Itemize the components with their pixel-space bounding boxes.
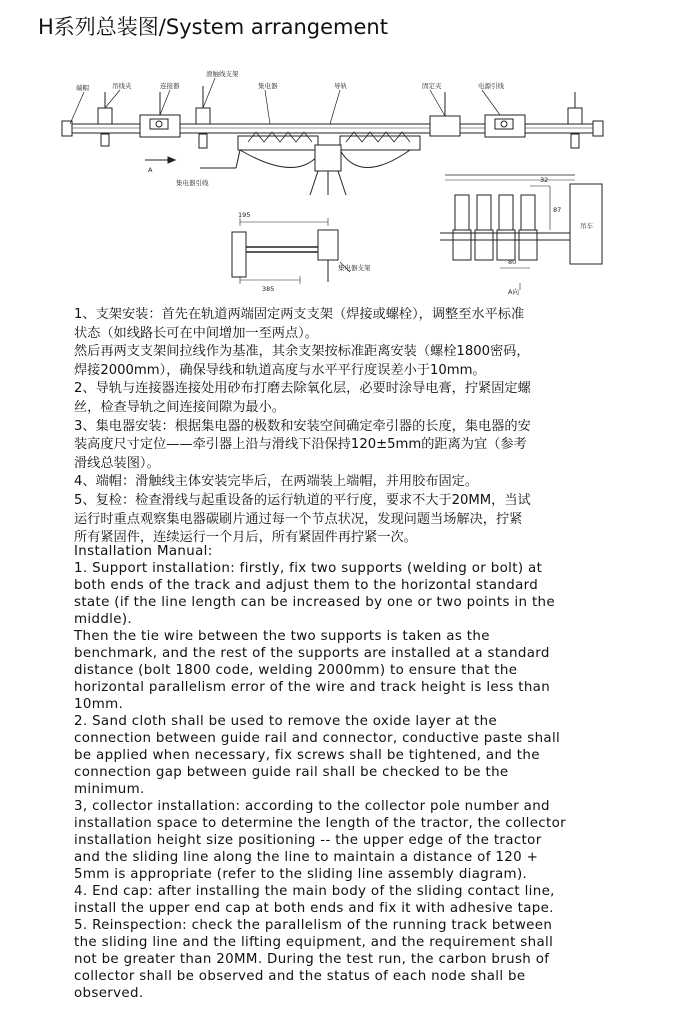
en-line: collector shall be observed and the status of each node shall be	[74, 969, 526, 984]
en-line: state (if the line length can be increased by one or two points in the	[74, 595, 555, 610]
en-line: connection between guide rail and connector, conductive paste shall	[74, 731, 561, 746]
label-direction-a: A	[148, 166, 153, 174]
en-line: 2. Sand cloth shall be used to remove the oxide layer at the	[74, 714, 498, 729]
dim-87: 87	[553, 206, 562, 214]
dim-80: 80	[508, 258, 517, 266]
en-line: Installation Manual:	[74, 544, 213, 559]
en-line: installation height size positioning -- the upper edge of the tractor	[74, 833, 542, 848]
label-view-a: A向	[508, 288, 519, 296]
en-line: middle).	[74, 612, 133, 627]
label-collector: 集电器	[258, 82, 278, 90]
fixed-clamp-right	[430, 92, 460, 136]
en-line: be applied when necessary, fix screws shall be tightened, and the	[74, 748, 540, 763]
en-line: 3, collector installation: according to the collector pole number and	[74, 799, 550, 814]
label-collector-lead: 集电器引线	[176, 179, 209, 187]
hanger-clamp-left	[98, 92, 112, 146]
label-end-cap: 端帽	[76, 84, 89, 92]
label-connector: 连接器	[160, 82, 180, 90]
cn-line: 滑线总装图）。	[74, 455, 160, 471]
cn-line: 所有紧固件，连续运行一个月后，所有紧固件再拧紧一次。	[74, 530, 417, 546]
power-feed-right	[568, 92, 582, 148]
chinese-installation-text	[74, 306, 664, 548]
cn-line: 丝，检查导轨之间连接间隙为最小。	[74, 399, 285, 415]
en-line: the sliding line and the lifting equipment, and the requirement shall	[74, 935, 554, 950]
en-line: observed.	[74, 986, 144, 1001]
collector-assembly	[200, 132, 420, 195]
cn-line: 然后再两支支架间拉线作为基准，其余支架按标准距离安装（螺栓1800密码，	[74, 344, 530, 360]
cn-line: 焊接2000mm），确保导线和轨道高度与水平平行度误差小于10mm。	[74, 362, 486, 378]
side-view	[232, 218, 350, 284]
cn-line: 5、复检：检查滑线与起重设备的运行轨道的平行度，要求不大于20MM，当试	[74, 492, 531, 508]
en-line: installation space to determine the length of the tractor, the collector	[74, 816, 567, 831]
en-line: 10mm.	[74, 697, 124, 712]
label-guide-rail: 导轨	[334, 82, 347, 90]
dim-385: 385	[262, 285, 275, 293]
label-crane: 吊车	[580, 222, 593, 230]
cn-line: 装高度尺寸定位——牵引器上沿与滑线下沿保持120±5mm的距离为宜（参考	[74, 437, 527, 453]
cn-line: 3、集电器安装：根据集电器的极数和安装空间确定牵引器的长度，集电器的安	[74, 418, 531, 434]
label-hanger-clamp: 吊线夹	[112, 82, 132, 90]
label-bracket: 滑触线支架	[206, 70, 239, 78]
en-line: distance (bolt 1800 code, welding 2000mm) to ensure that the	[74, 663, 518, 678]
system-arrangement-diagram	[0, 52, 700, 302]
dim-32: 32	[540, 176, 549, 184]
en-line: minimum.	[74, 782, 145, 797]
cn-line: 状态（如线路长可在中间增加一至两点）。	[74, 325, 318, 341]
en-line: 4. End cap: after installing the main body of the sliding contact line,	[74, 884, 555, 899]
connector-right	[485, 115, 525, 137]
cn-line: 运行时重点观察集电器碳刷片通过每一个节点状况，发现问题当场解决，拧紧	[74, 511, 523, 527]
en-line: horizontal parallelism error of the wire and track height is less than	[74, 680, 551, 695]
view-a	[440, 175, 602, 290]
cn-line: 2、导轨与连接器连接处用砂布打磨去除氧化层，必要时涂导电膏，拧紧固定螺	[74, 381, 531, 397]
end-cap-right	[593, 121, 603, 136]
en-line: connection gap between guide rail shall be checked to be the	[74, 765, 509, 780]
en-line: not be greater than 20MM. During the test run, the carbon brush of	[74, 952, 550, 967]
en-line: and the sliding line along the line to maintain a distance of 120 +	[74, 850, 539, 865]
page-title: H系列总装图/System arrangement	[38, 15, 388, 39]
english-installation-text	[74, 543, 674, 1002]
cn-line: 4、端帽：滑触线主体安装完毕后，在两端装上端帽，并用胶布固定。	[74, 474, 479, 490]
label-fixed-clamp: 固定夹	[422, 82, 442, 90]
label-power-feed: 电源引线	[478, 82, 504, 90]
en-line: 5mm is appropriate (refer to the sliding line assembly diagram).	[74, 867, 528, 882]
label-collector-bracket: 集电器支架	[338, 264, 371, 272]
en-line: install the upper end cap at both ends and fix it with adhesive tape.	[74, 901, 554, 916]
en-line: both ends of the track and adjust them to the horizontal standard	[74, 578, 539, 593]
en-line: 1. Support installation: firstly, fix two supports (welding or bolt) at	[74, 561, 543, 576]
cn-line: 1、支架安装：首先在轨道两端固定两支支架（焊接或螺栓），调整至水平标准	[74, 307, 525, 322]
en-line: 5. Reinspection: check the parallelism of the running track between	[74, 918, 553, 933]
en-line: Then the tie wire between the two supports is taken as the	[74, 629, 490, 644]
en-line: benchmark, and the rest of the supports are installed at a standard	[74, 646, 550, 661]
dim-195: 195	[238, 211, 251, 219]
